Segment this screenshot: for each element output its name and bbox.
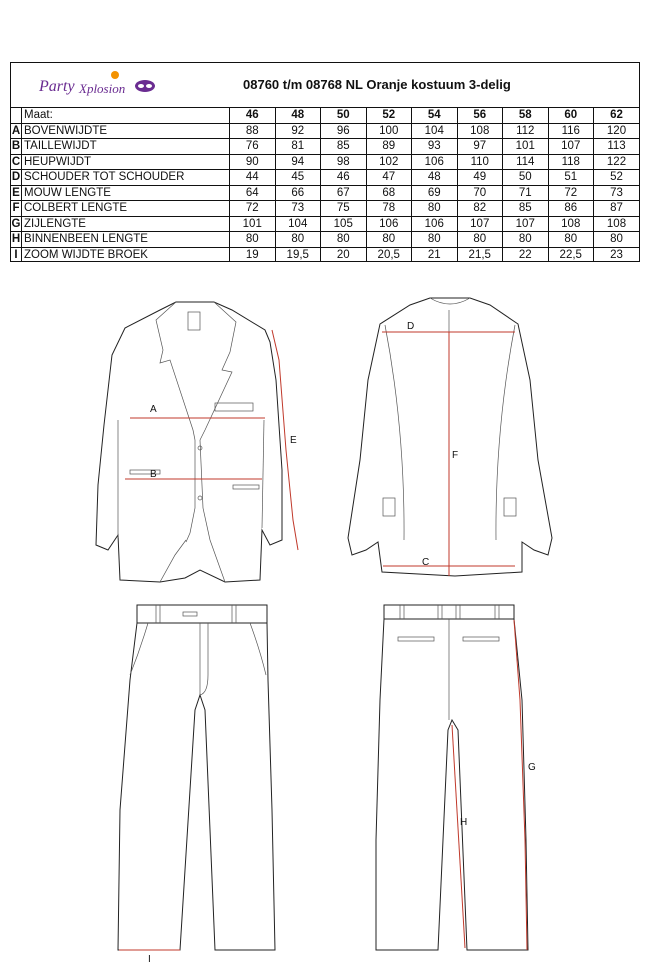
measurement-value: 108 — [548, 216, 594, 232]
measurement-row — [11, 170, 639, 186]
measurement-value: 81 — [275, 139, 321, 155]
size-header: 46 — [230, 108, 276, 124]
measurement-value: 67 — [321, 185, 367, 201]
measurement-value: 112 — [503, 123, 549, 139]
measurement-value: 44 — [230, 170, 276, 186]
trousers-front-drawing — [118, 605, 275, 950]
measurement-value: 48 — [412, 170, 458, 186]
measurement-row — [11, 232, 639, 248]
measurement-value: 76 — [230, 139, 276, 155]
measurement-value: 107 — [548, 139, 594, 155]
row-letter: D — [11, 171, 21, 184]
measurement-value: 70 — [457, 185, 503, 201]
document-title: 08760 t/m 08768 NL Oranje kostuum 3-delig — [243, 77, 511, 92]
measurement-value: 106 — [366, 216, 412, 232]
measurement-value: 82 — [457, 201, 503, 217]
measurements-table — [11, 107, 639, 262]
measurement-value: 47 — [366, 170, 412, 186]
jacket-back-drawing — [348, 298, 552, 576]
measurement-value: 80 — [366, 232, 412, 248]
measurement-value: 107 — [457, 216, 503, 232]
measurement-value: 94 — [275, 154, 321, 170]
measurement-value: 114 — [503, 154, 549, 170]
measurement-value: 64 — [230, 185, 276, 201]
measurement-value: 80 — [230, 232, 276, 248]
size-chart — [10, 62, 640, 262]
measurement-value: 106 — [412, 216, 458, 232]
row-letter: C — [11, 155, 21, 168]
row-letter: B — [11, 140, 21, 153]
measurement-value: 19,5 — [275, 247, 321, 262]
measurement-row — [11, 123, 639, 139]
measurement-value: 66 — [275, 185, 321, 201]
measurement-value: 97 — [457, 139, 503, 155]
measurement-value: 107 — [503, 216, 549, 232]
row-letter: I — [11, 247, 22, 262]
measurement-value: 96 — [321, 123, 367, 139]
size-header-row — [11, 108, 639, 124]
measurement-value: 80 — [457, 232, 503, 248]
measurement-value: 73 — [275, 201, 321, 217]
measurement-value: 106 — [412, 154, 458, 170]
label-f: F — [452, 450, 459, 461]
measure-line-h — [452, 725, 468, 948]
measurement-value: 75 — [321, 201, 367, 217]
measurement-value: 113 — [594, 139, 640, 155]
measurement-value: 87 — [594, 201, 640, 217]
measurement-name: BOVENWIJDTE — [22, 123, 230, 139]
measurement-name: SCHOUDER TOT SCHOUDER — [22, 170, 230, 186]
measurement-value: 22 — [503, 247, 549, 262]
size-header: 54 — [412, 108, 458, 124]
label-b: B — [150, 469, 157, 480]
measurement-value: 51 — [548, 170, 594, 186]
measurement-value: 92 — [275, 123, 321, 139]
label-c: C — [422, 557, 430, 568]
size-label: Maat: — [22, 108, 230, 124]
label-i: I — [148, 954, 151, 965]
size-header: 60 — [548, 108, 594, 124]
measure-line-g — [514, 620, 527, 950]
label-d: D — [407, 321, 415, 332]
trousers-back-drawing — [376, 605, 528, 950]
label-e: E — [290, 435, 297, 446]
measurement-value: 21,5 — [457, 247, 503, 262]
measurement-name: HEUPWIJDT — [22, 154, 230, 170]
measurement-value: 104 — [275, 216, 321, 232]
row-letter: E — [12, 186, 20, 199]
row-letter: G — [11, 217, 21, 230]
measurement-value: 50 — [503, 170, 549, 186]
measurement-value: 80 — [275, 232, 321, 248]
measurement-value: 88 — [230, 123, 276, 139]
measurement-value: 102 — [366, 154, 412, 170]
measurement-row — [11, 139, 639, 155]
measurement-value: 80 — [594, 232, 640, 248]
measurement-value: 21 — [412, 247, 458, 262]
size-header: 48 — [275, 108, 321, 124]
measurement-value: 89 — [366, 139, 412, 155]
measurement-value: 80 — [412, 232, 458, 248]
measurement-value: 80 — [503, 232, 549, 248]
row-letter: A — [11, 124, 21, 137]
measurement-value: 72 — [230, 201, 276, 217]
logo-text-party: Party — [39, 78, 75, 95]
measurement-value: 86 — [548, 201, 594, 217]
partyxplosion-logo-icon — [37, 69, 159, 99]
measurement-name: ZIJLENGTE — [22, 216, 230, 232]
measurement-value: 72 — [548, 185, 594, 201]
measurement-value: 101 — [503, 139, 549, 155]
measurement-row — [11, 247, 639, 262]
measurement-value: 122 — [594, 154, 640, 170]
row-letter: H — [11, 233, 21, 246]
measurement-value: 22,5 — [548, 247, 594, 262]
measurement-value: 45 — [275, 170, 321, 186]
measurement-value: 71 — [503, 185, 549, 201]
measurement-value: 108 — [457, 123, 503, 139]
size-header: 50 — [321, 108, 367, 124]
measurement-name: TAILLEWIJDT — [22, 139, 230, 155]
measurement-name: ZOOM WIJDTE BROEK — [22, 247, 230, 262]
measurement-value: 20,5 — [366, 247, 412, 262]
size-header: 52 — [366, 108, 412, 124]
measurement-value: 80 — [548, 232, 594, 248]
measurement-value: 49 — [457, 170, 503, 186]
measurement-value: 110 — [457, 154, 503, 170]
label-h: H — [460, 817, 468, 828]
measurement-value: 80 — [321, 232, 367, 248]
measurement-row — [11, 185, 639, 201]
measurement-value: 85 — [503, 201, 549, 217]
measurement-value: 101 — [230, 216, 276, 232]
measurement-row — [11, 154, 639, 170]
measurement-value: 85 — [321, 139, 367, 155]
logo-text-xplosion: Xplosion — [79, 81, 126, 96]
size-header: 56 — [457, 108, 503, 124]
chart-header — [11, 63, 639, 108]
measurement-value: 104 — [412, 123, 458, 139]
measurement-value: 52 — [594, 170, 640, 186]
label-a: A — [150, 404, 157, 415]
garment-technical-drawings — [0, 280, 650, 975]
measurement-value: 68 — [366, 185, 412, 201]
size-header: 62 — [594, 108, 640, 124]
measurement-value: 108 — [594, 216, 640, 232]
jacket-front-drawing — [96, 302, 282, 582]
measurement-value: 80 — [412, 201, 458, 217]
measurement-name: MOUW LENGTE — [22, 185, 230, 201]
measurement-name: COLBERT LENGTE — [22, 201, 230, 217]
measurement-value: 46 — [321, 170, 367, 186]
measurement-value: 93 — [412, 139, 458, 155]
measurement-value: 90 — [230, 154, 276, 170]
measurement-value: 100 — [366, 123, 412, 139]
measurement-value: 23 — [594, 247, 640, 262]
measurement-value: 69 — [412, 185, 458, 201]
measurement-row — [11, 216, 639, 232]
measurement-value: 116 — [548, 123, 594, 139]
measurement-value: 105 — [321, 216, 367, 232]
row-letter: F — [12, 202, 20, 215]
measurement-value: 120 — [594, 123, 640, 139]
size-header: 58 — [503, 108, 549, 124]
measurement-row — [11, 201, 639, 217]
measurement-value: 98 — [321, 154, 367, 170]
measurement-name: BINNENBEEN LENGTE — [22, 232, 230, 248]
measurement-value: 118 — [548, 154, 594, 170]
measurement-value: 19 — [230, 247, 276, 262]
measurement-value: 78 — [366, 201, 412, 217]
measurement-value: 73 — [594, 185, 640, 201]
label-g: G — [528, 762, 536, 773]
measurement-value: 20 — [321, 247, 367, 262]
